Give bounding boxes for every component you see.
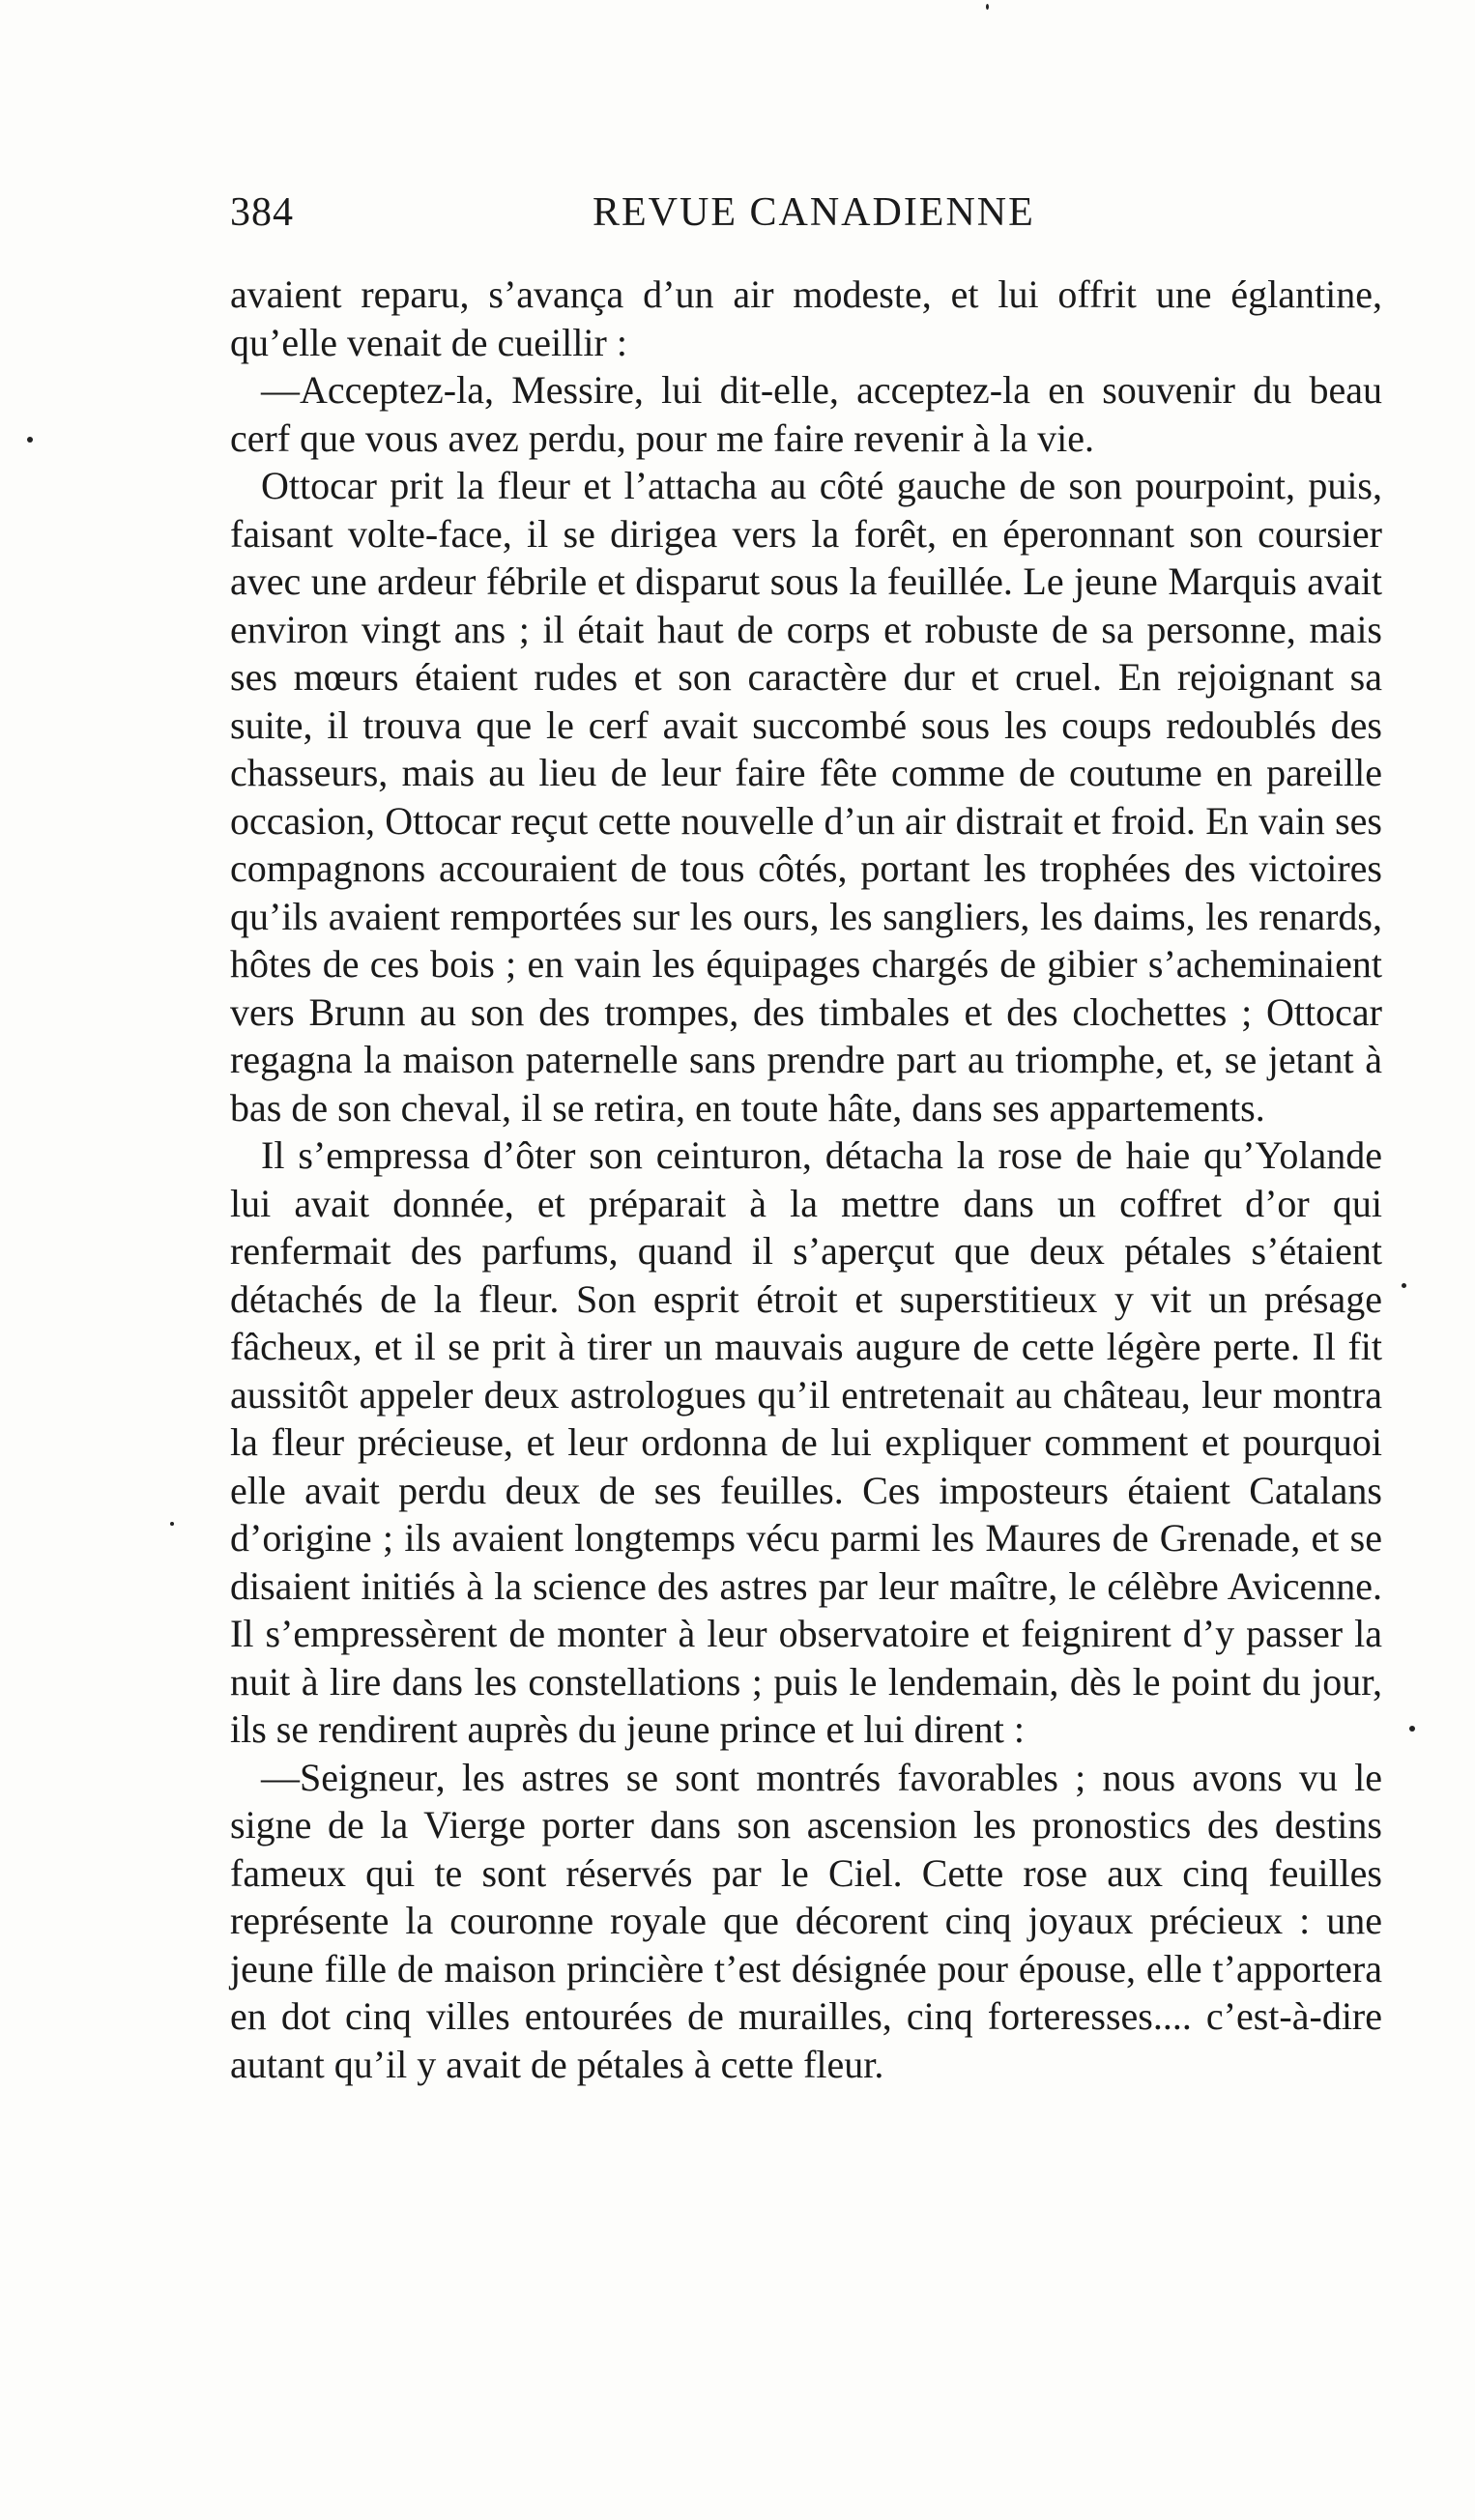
- scan-speck: [1409, 1726, 1415, 1732]
- paragraph-ceinturon: Il s’empressa d’ôter son ceinturon, détacha la rose de haie qu’Yolande lui avait donnée, et préparait à la mettre dans un coffret d’or qui renfermait des parfums, quand il s’aperçut que deux pétales s’étaient détachés de la fleur. Son esprit étroit et superstitieux y vit un présage fâcheux, et il se prit à tirer un mauvais augure de cette légère perte. Il fit aussitôt appeler deux astrologues qu’il entretenait au château, leur montra la fleur précieuse, et leur ordonna de lui expliquer comment et pourquoi elle avait perdu deux de ses feuilles. Ces imposteurs étaient Catalans d’origine ; ils avaient longtemps vécu parmi les Maures de Grenade, et se disaient initiés à la science des astres par leur maître, le célèbre Avicenne. Il s’empressèrent de monter à leur observatoire et feignirent d’y passer la nuit à lire dans les constellations ; puis le lendemain, dès le point du jour, ils se rendirent auprès du jeune prince et lui dirent :: [230, 1133, 1382, 1751]
- paragraph-dialogue-acceptez: —Acceptez-la, Messire, lui dit-elle, acceptez-la en souvenir du beau cerf que vous avez perdu, pour me faire revenir à la vie.: [230, 368, 1382, 460]
- scan-speck: [1402, 1283, 1406, 1288]
- paragraph-continuation: avaient reparu, s’avança d’un air modeste, et lui offrit une églantine, qu’elle venait de cueillir :: [230, 272, 1382, 364]
- journal-title: REVUE CANADIENNE: [593, 190, 1035, 235]
- paragraph-ottocar: Ottocar prit la fleur et l’attacha au côté gauche de son pourpoint, puis, faisant volte-face, il se dirigea vers la forêt, en éperonnant son coursier avec une ardeur fébrile et disparut sous la feuillée. Le jeune Marquis avait environ vingt ans ; il était haut de corps et robuste de sa personne, mais ses mœurs étaient rudes et son caractère dur et cruel. En rejoignant sa suite, il trouva que le cerf avait succombé sous les coups redoublés des chasseurs, mais au lieu de leur faire fête comme de coutume en pareille occasion, Ottocar reçut cette nouvelle d’un air distrait et froid. En vain ses compagnons accouraient de tous côtés, portant les trophées des victoires qu’ils avaient remportées sur les ours, les sangliers, les daims, les renards, hôtes de ces bois ; en vain les équipages chargés de gibier s’acheminaient vers Brunn au son des trompes, des timbales et des clochettes ; Ottocar regagna la maison paternelle sans prendre part au triomphe, et, se jetant à bas de son cheval, il se retira, en toute hâte, dans ses appartements.: [230, 464, 1382, 1130]
- running-head: [230, 189, 1197, 247]
- page-number: 384: [230, 190, 294, 235]
- scan-speck: [170, 1522, 174, 1526]
- paragraph-dialogue-seigneur: —Seigneur, les astres se sont montrés favorables ; nous avons vu le signe de la Vierge porter dans son ascension les pronostics des destins fameux qui te sont réservés par le Ciel. Cette rose aux cinq feuilles représente la couronne royale que décorent cinq joyaux précieux : une jeune fille de maison princière t’est désignée pour épouse, elle t’apportera en dot cinq villes entourées de murailles, cinq forteresses.... c’est-à-dire autant qu’il y avait de pétales à cette fleur.: [230, 1755, 1382, 2086]
- scan-speck: [986, 4, 989, 10]
- scan-speck: [27, 437, 33, 443]
- body-text: [230, 271, 1382, 2088]
